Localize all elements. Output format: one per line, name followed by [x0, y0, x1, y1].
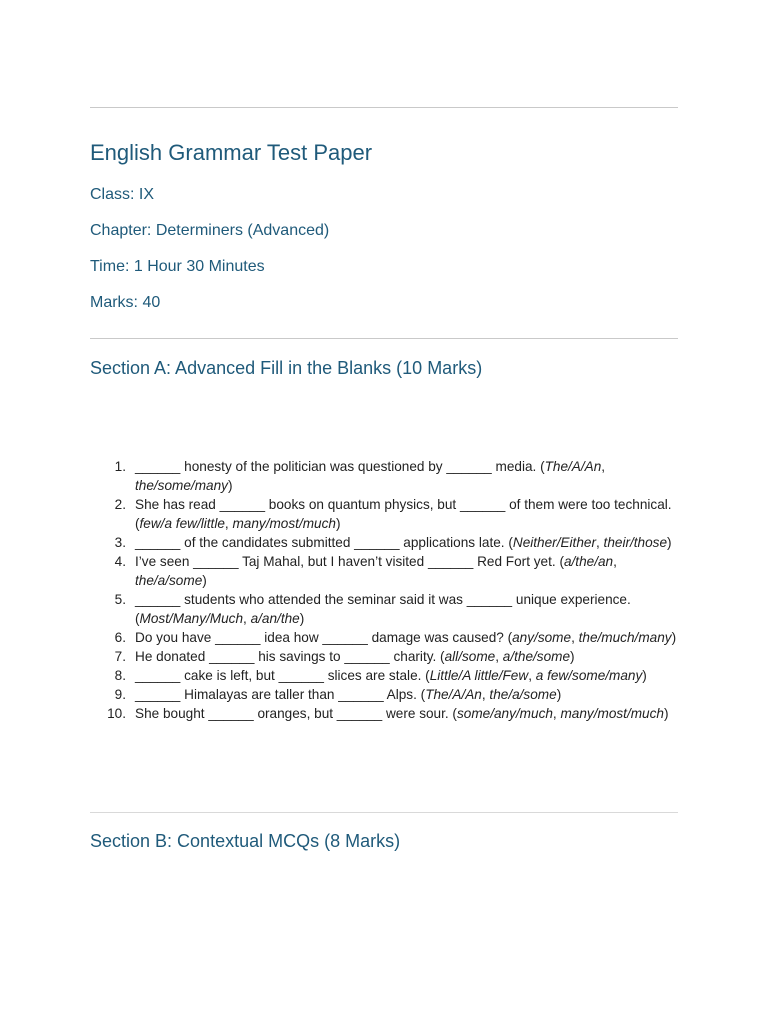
option-separator: , [243, 611, 251, 626]
option-set-1: some/any/much [456, 706, 553, 721]
closing-paren: ) [202, 573, 207, 588]
option-set-2: the/much/many [578, 630, 672, 645]
question-number: 10. [107, 706, 126, 721]
option-set-1: any/some [512, 630, 572, 645]
option-set-2: the/a/some [135, 573, 203, 588]
question-item [106, 495, 686, 533]
question-text: ______ students who attended the seminar said it was ______ unique experience. ( [135, 592, 631, 626]
option-set-1: The/A/An [544, 459, 602, 474]
option-separator: , [224, 516, 233, 531]
option-separator: , [571, 630, 579, 645]
class-label: Class: IX [90, 186, 155, 203]
question-item [106, 457, 686, 495]
option-set-1: Little/A little/Few [429, 668, 529, 683]
option-set-2: many/most/much [232, 516, 336, 531]
question-number: 7. [114, 649, 126, 664]
page-title: English Grammar Test Paper [90, 140, 373, 165]
question-list [106, 457, 686, 723]
question-number: 3. [114, 535, 126, 550]
top-divider [90, 107, 678, 108]
option-set-1: Neither/Either [512, 535, 596, 550]
header-divider [90, 338, 678, 339]
marks-label: Marks: 40 [90, 294, 161, 311]
option-set-2: a/the/some [502, 649, 571, 664]
question-text: ______ of the candidates submitted ______ applications late. ( [135, 535, 513, 550]
option-set-1: a/the/an [563, 554, 614, 569]
option-separator: , [495, 649, 503, 664]
question-text: He donated ______ his savings to ______ charity. ( [135, 649, 445, 664]
closing-paren: ) [335, 516, 341, 531]
question-text: She has read ______ books on quantum physics, but ______ of them were too technical. ( [135, 497, 672, 531]
option-set-2: a/an/the [250, 611, 300, 626]
option-set-2: the/a/some [489, 687, 557, 702]
option-separator: , [528, 668, 536, 683]
question-number: 2. [114, 497, 126, 512]
option-set-1: Most/Many/Much [139, 611, 244, 626]
closing-paren: ) [663, 706, 669, 721]
question-number: 8. [114, 668, 126, 683]
closing-paren: ) [642, 668, 647, 683]
question-item [106, 666, 686, 685]
section-divider [90, 812, 678, 813]
question-number: 1. [114, 459, 126, 474]
option-separator: , [613, 554, 617, 569]
time-label: Time: 1 Hour 30 Minutes [90, 258, 265, 275]
question-item [106, 647, 686, 666]
question-text: ______ cake is left, but ______ slices are stale. ( [135, 668, 430, 683]
question-text: ______ honesty of the politician was questioned by ______ media. ( [135, 459, 545, 474]
closing-paren: ) [667, 535, 672, 550]
option-separator: , [601, 459, 606, 474]
option-separator: , [481, 687, 490, 702]
question-item [106, 552, 686, 590]
option-set-2: their/those [603, 535, 668, 550]
question-item [106, 533, 686, 552]
question-text: I’ve seen ______ Taj Mahal, but I haven’t visited ______ Red Fort yet. ( [135, 554, 564, 569]
question-text: ______ Himalayas are taller than ______ Alps. ( [135, 687, 426, 702]
option-set-1: few/a few/little [139, 516, 225, 531]
question-item [106, 704, 686, 723]
question-text: Do you have ______ idea how ______ damage was caused? ( [135, 630, 513, 645]
question-text: She bought ______ oranges, but ______ were sour. ( [135, 706, 457, 721]
question-number: 6. [114, 630, 126, 645]
closing-paren: ) [556, 687, 562, 702]
question-item [106, 590, 686, 628]
option-set-1: all/some [444, 649, 496, 664]
closing-paren: ) [299, 611, 305, 626]
closing-paren: ) [671, 630, 677, 645]
option-set-2: the/some/many [135, 478, 228, 493]
option-set-2: a few/some/many [535, 668, 643, 683]
option-separator: , [595, 535, 604, 550]
option-set-1: The/A/An [425, 687, 482, 702]
question-number: 4. [114, 554, 126, 569]
question-item [106, 628, 686, 647]
section-b-heading: Section B: Contextual MCQs (8 Marks) [90, 831, 401, 851]
question-item [106, 685, 686, 704]
question-number: 5. [114, 592, 126, 607]
section-a-heading: Section A: Advanced Fill in the Blanks (10 Marks) [90, 358, 483, 378]
closing-paren: ) [227, 478, 233, 493]
closing-paren: ) [570, 649, 575, 664]
chapter-label: Chapter: Determiners (Advanced) [90, 222, 330, 239]
option-separator: , [552, 706, 561, 721]
option-set-2: many/most/much [560, 706, 664, 721]
question-number: 9. [114, 687, 126, 702]
